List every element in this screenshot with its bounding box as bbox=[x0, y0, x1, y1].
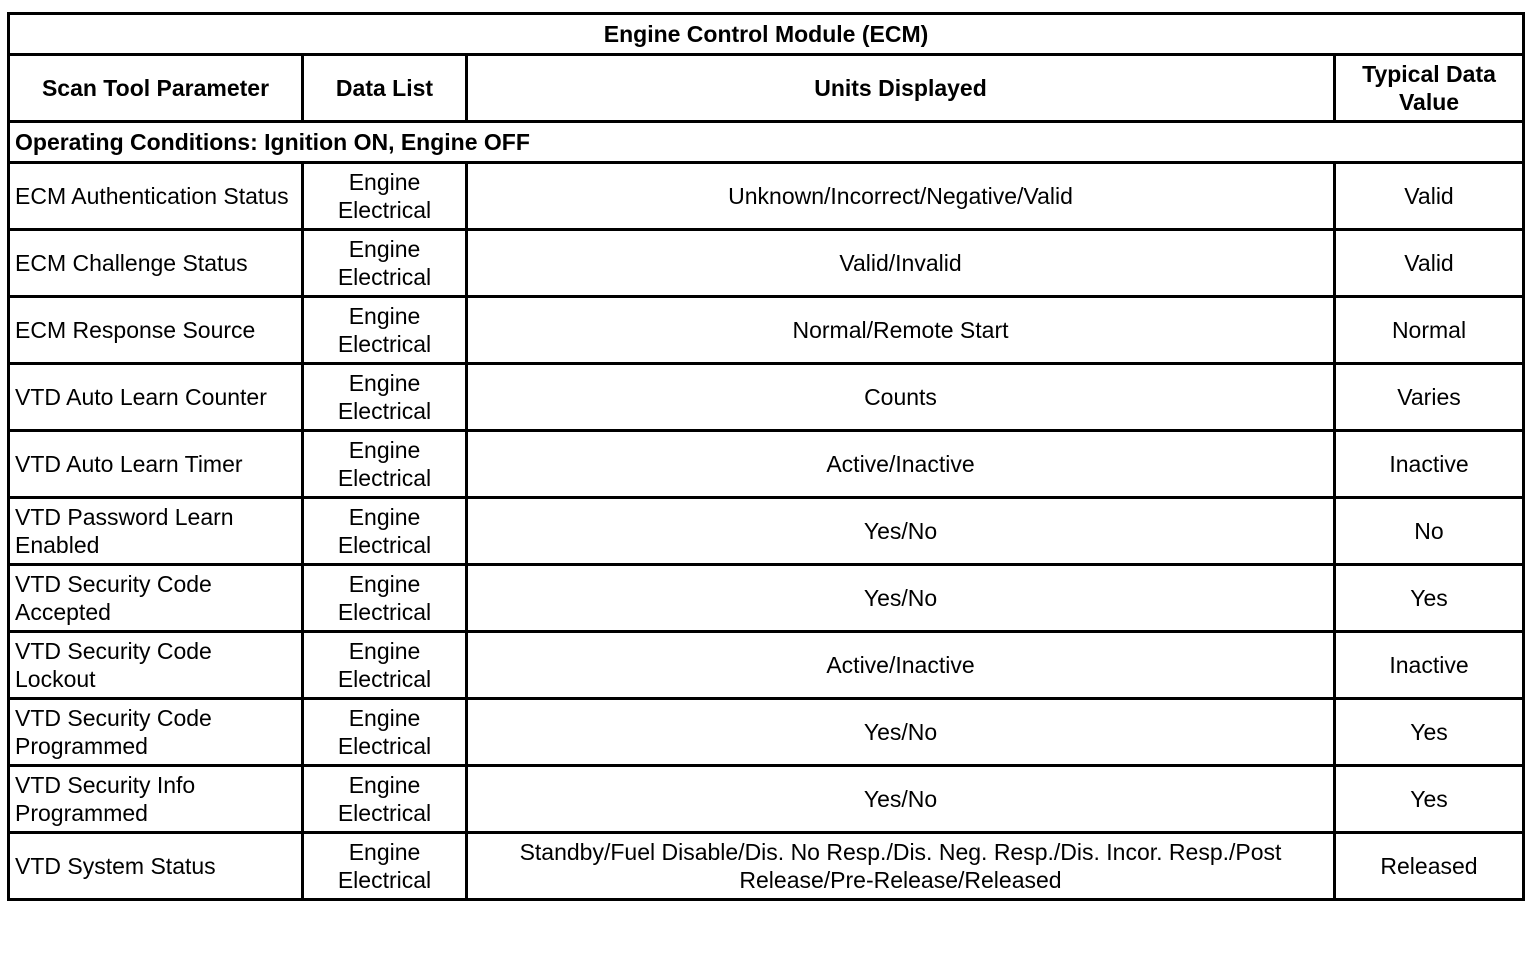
units-cell: Yes/No bbox=[467, 498, 1335, 565]
typical-value-cell: Varies bbox=[1335, 364, 1524, 431]
header-data-list: Data List bbox=[303, 55, 467, 122]
column-header-row bbox=[9, 55, 1524, 122]
parameter-cell: VTD Security Code Lockout bbox=[9, 632, 303, 699]
parameter-cell: VTD Password Learn Enabled bbox=[9, 498, 303, 565]
data-list-cell: Engine Electrical bbox=[303, 498, 467, 565]
typical-value-cell: Yes bbox=[1335, 766, 1524, 833]
units-cell: Counts bbox=[467, 364, 1335, 431]
parameter-cell: ECM Challenge Status bbox=[9, 230, 303, 297]
data-list-cell: Engine Electrical bbox=[303, 431, 467, 498]
table-title: Engine Control Module (ECM) bbox=[9, 14, 1524, 55]
units-cell: Yes/No bbox=[467, 766, 1335, 833]
typical-value-cell: Yes bbox=[1335, 699, 1524, 766]
data-list-cell: Engine Electrical bbox=[303, 565, 467, 632]
header-typical-data-value: Typical Data Value bbox=[1335, 55, 1524, 122]
units-cell: Standby/Fuel Disable/Dis. No Resp./Dis. Neg. Resp./Dis. Incor. Resp./Post Release/Pre-Release/Released bbox=[467, 833, 1335, 900]
table-row bbox=[9, 766, 1524, 833]
header-scan-tool-parameter: Scan Tool Parameter bbox=[9, 55, 303, 122]
data-list-cell: Engine Electrical bbox=[303, 632, 467, 699]
data-list-cell: Engine Electrical bbox=[303, 766, 467, 833]
units-cell: Yes/No bbox=[467, 699, 1335, 766]
table-row bbox=[9, 565, 1524, 632]
typical-value-cell: No bbox=[1335, 498, 1524, 565]
typical-value-cell: Inactive bbox=[1335, 632, 1524, 699]
parameter-cell: VTD System Status bbox=[9, 833, 303, 900]
data-list-cell: Engine Electrical bbox=[303, 364, 467, 431]
data-list-cell: Engine Electrical bbox=[303, 833, 467, 900]
data-list-cell: Engine Electrical bbox=[303, 230, 467, 297]
data-list-cell: Engine Electrical bbox=[303, 163, 467, 230]
typical-value-cell: Yes bbox=[1335, 565, 1524, 632]
parameter-cell: VTD Auto Learn Counter bbox=[9, 364, 303, 431]
ecm-data-table bbox=[7, 12, 1525, 901]
units-cell: Valid/Invalid bbox=[467, 230, 1335, 297]
table-row bbox=[9, 364, 1524, 431]
parameter-cell: VTD Auto Learn Timer bbox=[9, 431, 303, 498]
units-cell: Yes/No bbox=[467, 565, 1335, 632]
typical-value-cell: Released bbox=[1335, 833, 1524, 900]
typical-value-cell: Normal bbox=[1335, 297, 1524, 364]
table-title-row bbox=[9, 14, 1524, 55]
data-list-cell: Engine Electrical bbox=[303, 297, 467, 364]
units-cell: Active/Inactive bbox=[467, 632, 1335, 699]
table-row bbox=[9, 699, 1524, 766]
table-row bbox=[9, 498, 1524, 565]
parameter-cell: ECM Response Source bbox=[9, 297, 303, 364]
parameter-cell: ECM Authentication Status bbox=[9, 163, 303, 230]
typical-value-cell: Inactive bbox=[1335, 431, 1524, 498]
typical-value-cell: Valid bbox=[1335, 163, 1524, 230]
table-row bbox=[9, 230, 1524, 297]
table-row bbox=[9, 163, 1524, 230]
header-units-displayed: Units Displayed bbox=[467, 55, 1335, 122]
parameter-cell: VTD Security Info Programmed bbox=[9, 766, 303, 833]
operating-conditions-row bbox=[9, 122, 1524, 163]
operating-conditions-label: Operating Conditions: Ignition ON, Engine OFF bbox=[9, 122, 1524, 163]
table-row bbox=[9, 431, 1524, 498]
table-row bbox=[9, 833, 1524, 900]
table-row bbox=[9, 632, 1524, 699]
units-cell: Unknown/Incorrect/Negative/Valid bbox=[467, 163, 1335, 230]
data-list-cell: Engine Electrical bbox=[303, 699, 467, 766]
units-cell: Active/Inactive bbox=[467, 431, 1335, 498]
parameter-cell: VTD Security Code Accepted bbox=[9, 565, 303, 632]
table-row bbox=[9, 297, 1524, 364]
parameter-cell: VTD Security Code Programmed bbox=[9, 699, 303, 766]
units-cell: Normal/Remote Start bbox=[467, 297, 1335, 364]
typical-value-cell: Valid bbox=[1335, 230, 1524, 297]
